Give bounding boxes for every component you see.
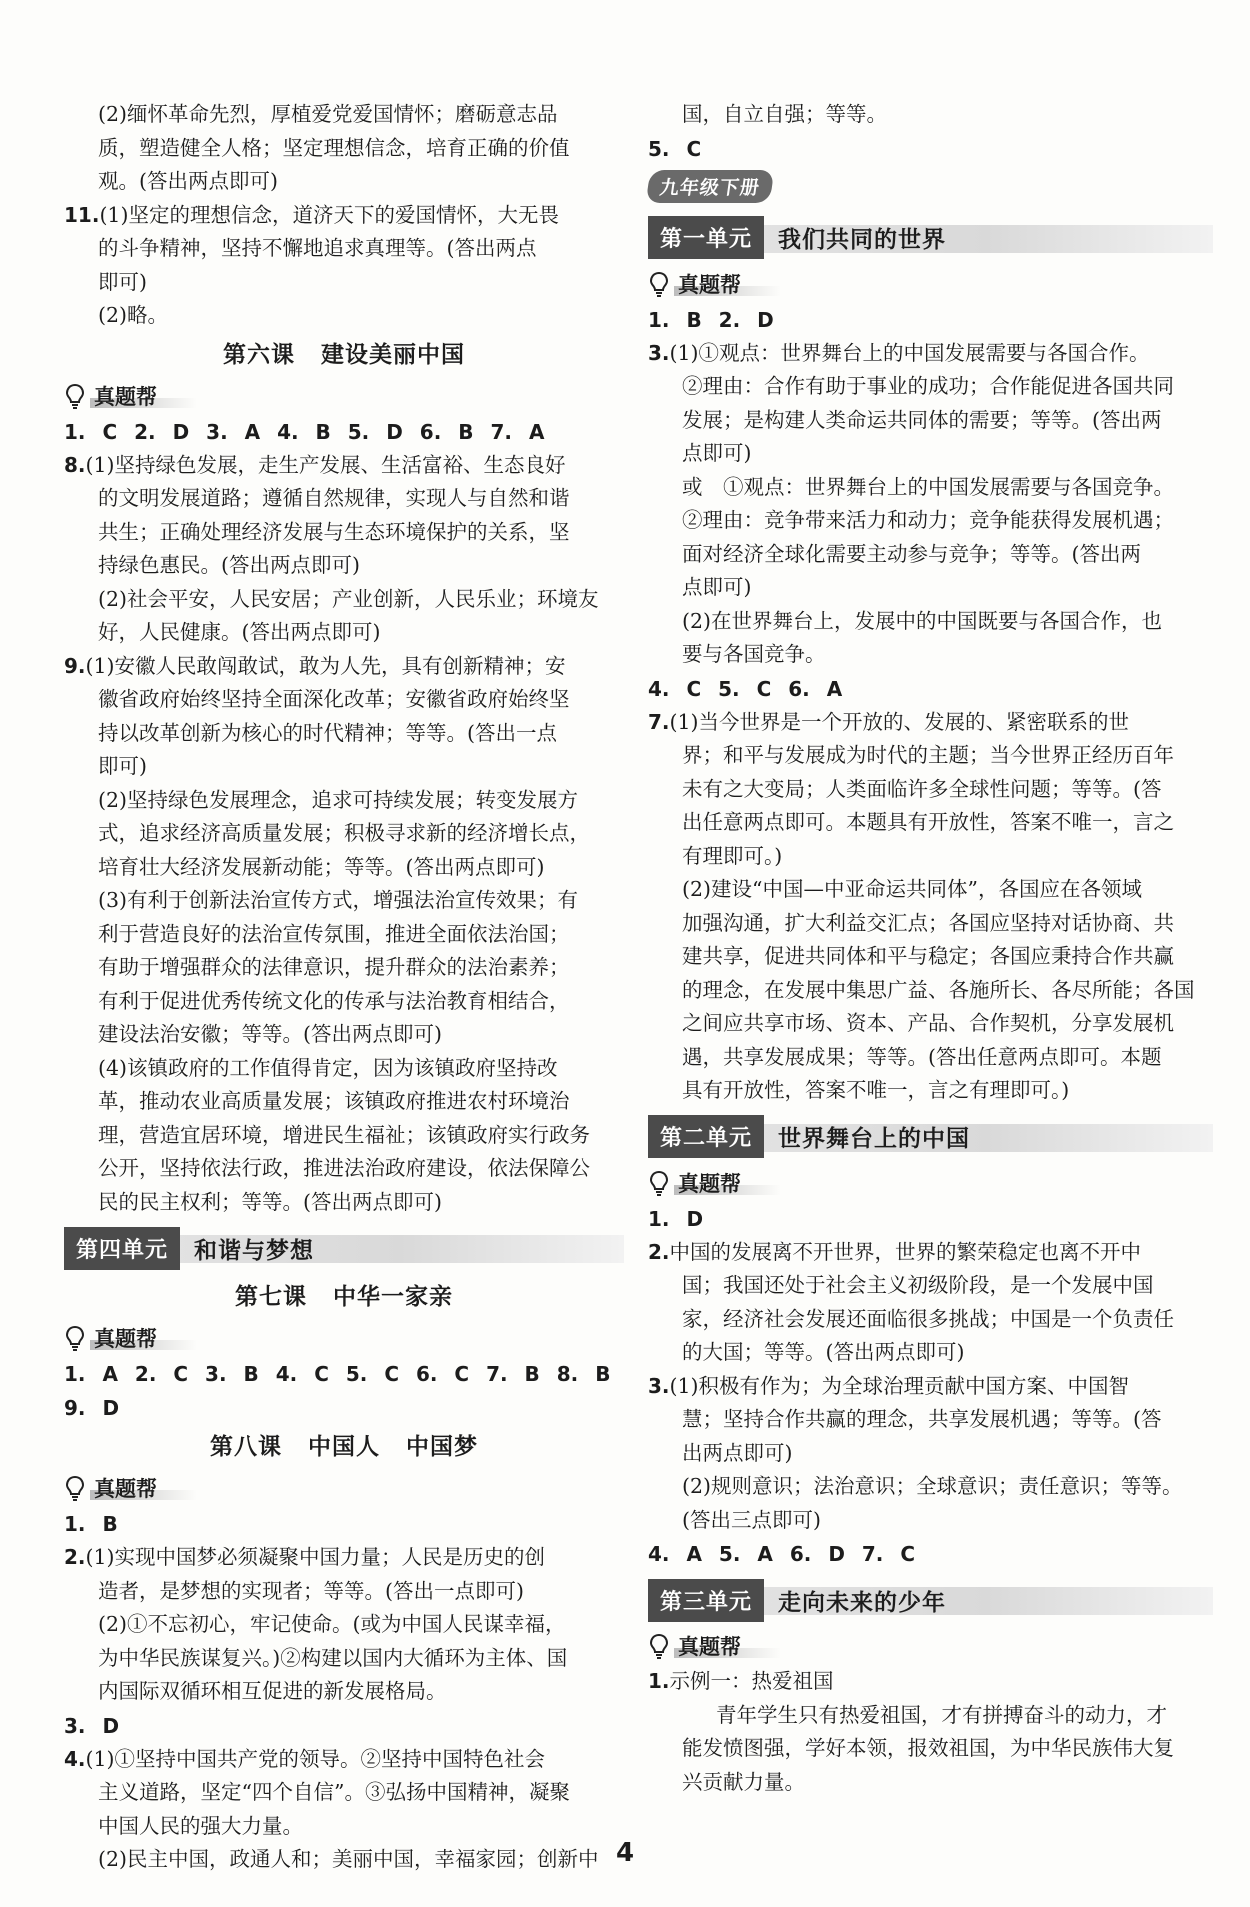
text-line: 遇，共享发展成果；等等。(答出任意两点即可。本题 bbox=[682, 1044, 1162, 1069]
help-section-header bbox=[648, 265, 1213, 303]
text-line: (2)在世界舞台上，发展中的中国既要与各国合作，也 bbox=[682, 608, 1163, 633]
answer-line: 1. B bbox=[64, 1512, 118, 1536]
text-line: 建共享，促进共同体和平与稳定；各国应秉持合作共赢 bbox=[682, 944, 1174, 968]
question-1 bbox=[648, 1665, 1213, 1699]
answer-line: 4. A 5. A 6. D 7. C bbox=[648, 1542, 916, 1566]
text-line: (2)缅怀革命先烈，厚植爱党爱国情怀；磨砺意志品 bbox=[98, 102, 558, 126]
text-line: 国；我国还处于社会主义初级阶段，是一个发展中国 bbox=[682, 1273, 1154, 1297]
question-11 bbox=[64, 199, 624, 233]
text-line: (1)①坚持中国共产党的领导。②坚持中国特色社会 bbox=[85, 1746, 546, 1771]
text-line: (2)规则意识；法治意识；全球意识；责任意识；等等。 bbox=[682, 1474, 1183, 1498]
text-line: 主义道路，坚定“四个自信”。③弘扬中国精神，凝聚 bbox=[98, 1780, 570, 1804]
text-line: 界；和平与发展成为时代的主题；当今世界正经历百年 bbox=[682, 743, 1174, 767]
text-line: 公开，坚持依法行政，推进法治政府建设，依法保障公 bbox=[98, 1156, 590, 1180]
text-line: 中国人民的强大力量。 bbox=[98, 1813, 303, 1838]
text-line: 的大国；等等。(答出两点即可) bbox=[682, 1340, 965, 1364]
text-line: 具有开放性，答案不唯一，言之有理即可。) bbox=[682, 1078, 1070, 1102]
text-line: 即可) bbox=[98, 269, 147, 294]
text-line: 的理念，在发展中集思广益、各施所长、各尽所能；各国 bbox=[682, 977, 1195, 1002]
text-line: (2)民主中国，政通人和；美丽中国，幸福家园；创新中 bbox=[98, 1847, 599, 1871]
unit-title: 世界舞台上的中国 bbox=[778, 1126, 971, 1152]
question-number: 7. bbox=[648, 709, 670, 734]
question-2 bbox=[64, 1541, 624, 1575]
text-line: 家，经济社会发展还面临很多挑战；中国是一个负责任 bbox=[682, 1306, 1174, 1331]
help-section-header bbox=[64, 1319, 624, 1357]
lightbulb-icon bbox=[648, 1633, 670, 1659]
text-line: 有利于促进优秀传统文化的传承与法治教育相结合， bbox=[98, 988, 570, 1013]
lightbulb-icon bbox=[648, 271, 670, 297]
text-line: 内国际双循环相互促进的新发展格局。 bbox=[98, 1679, 447, 1703]
text-line: 有理即可。) bbox=[682, 843, 783, 868]
text-line: 徽省政府始终坚持全面深化改革；安徽省政府始终坚 bbox=[98, 687, 570, 711]
text-line: 建设法治安徽；等等。(答出两点即可) bbox=[98, 1022, 442, 1046]
text-line: 培育壮大经济发展新动能；等等。(答出两点即可) bbox=[98, 854, 545, 879]
text-line: 理，营造宜居环境，增进民生福祉；该镇政府实行政务 bbox=[98, 1122, 590, 1147]
question-7 bbox=[648, 706, 1213, 740]
question-number: 2. bbox=[648, 1239, 670, 1264]
lesson-number: 第七课 bbox=[235, 1284, 307, 1310]
lightbulb-icon bbox=[64, 1475, 86, 1501]
text-line: 民的民主权利；等等。(答出两点即可) bbox=[98, 1189, 442, 1214]
text-line: 或 ①观点：世界舞台上的中国发展需要与各国竞争。 bbox=[682, 474, 1174, 499]
text-line: 中国的发展离不开世界，世界的繁荣稳定也离不开中 bbox=[669, 1239, 1142, 1264]
text-line: 的斗争精神，坚持不懈地追求真理等。(答出两点 bbox=[98, 236, 537, 260]
lesson-number: 第八课 bbox=[210, 1434, 282, 1460]
page-number: 4 bbox=[615, 1838, 635, 1868]
help-label: 真题帮 bbox=[92, 381, 167, 411]
unit-2-banner bbox=[648, 1114, 1213, 1160]
unit-tag: 第二单元 bbox=[648, 1115, 764, 1158]
text-line: (1)实现中国梦必须凝聚中国力量；人民是历史的创 bbox=[85, 1545, 546, 1569]
text-line: 能发愤图强，学好本领，报效祖国，为中华民族伟大复 bbox=[682, 1736, 1174, 1760]
right-column bbox=[648, 98, 1213, 1799]
question-3 bbox=[648, 1370, 1213, 1404]
text-line: 示例一：热爱祖国 bbox=[669, 1669, 834, 1693]
help-label: 真题帮 bbox=[92, 1473, 167, 1503]
question-2 bbox=[648, 1236, 1213, 1270]
text-line: 好，人民健康。(答出两点即可) bbox=[98, 620, 381, 644]
help-section-header bbox=[64, 377, 624, 415]
text-line: (2)社会平安，人民安居；产业创新，人民乐业；环境友 bbox=[98, 586, 599, 611]
question-number: 3. bbox=[648, 1373, 670, 1398]
text-line: ②理由：竞争带来活力和动力；竞争能获得发展机遇； bbox=[682, 508, 1174, 532]
text-line: 为中华民族谋复兴。)②构建以国内大循环为主体、国 bbox=[98, 1645, 568, 1670]
lesson-8-heading bbox=[64, 1425, 624, 1469]
question-number: 9. bbox=[64, 653, 86, 678]
answer-line: 1. D bbox=[648, 1206, 704, 1231]
unit-title: 走向未来的少年 bbox=[778, 1589, 947, 1616]
text-line: 加强沟通，扩大利益交汇点；各国应坚持对话协商、共 bbox=[682, 910, 1174, 935]
lesson-7-heading bbox=[64, 1275, 624, 1319]
question-number: 11. bbox=[64, 202, 100, 227]
question-9 bbox=[64, 650, 624, 684]
text-line: 造者，是梦想的实现者；等等。(答出一点即可) bbox=[98, 1578, 524, 1603]
text-line: 青年学生只有热爱祖国，才有拼搏奋斗的动力，才 bbox=[716, 1702, 1167, 1727]
help-label: 真题帮 bbox=[92, 1323, 167, 1353]
text-line: (1)当今世界是一个开放的、发展的、紧密联系的世 bbox=[669, 709, 1130, 734]
text-line: 式，追求经济高质量发展；积极寻求新的经济增长点， bbox=[98, 821, 590, 845]
grade-badge: 九年级下册 bbox=[646, 170, 775, 203]
text-line: 出两点即可) bbox=[682, 1440, 793, 1465]
question-number: 4. bbox=[64, 1746, 86, 1771]
text-line: 有助于增强群众的法律意识，提升群众的法治素养； bbox=[98, 955, 570, 979]
lesson-title: 中国人 bbox=[308, 1434, 380, 1460]
answer-line: 5. C bbox=[648, 136, 702, 161]
lightbulb-icon bbox=[64, 383, 86, 409]
help-section-header bbox=[648, 1627, 1213, 1665]
text-line: 未有之大变局；人类面临许多全球性问题；等等。(答 bbox=[682, 776, 1162, 801]
text-line: 持绿色惠民。(答出两点即可) bbox=[98, 553, 360, 577]
unit-4-banner bbox=[64, 1225, 624, 1271]
text-line: 之间应共享市场、资本、产品、合作契机，分享发展机 bbox=[682, 1011, 1174, 1035]
text-line: (1)①观点：世界舞台上的中国发展需要与各国合作。 bbox=[669, 340, 1150, 365]
text-line: (1)安徽人民敢闯敢试，敢为人先，具有创新精神；安 bbox=[85, 653, 566, 678]
text-line: 点即可) bbox=[682, 441, 752, 465]
text-line: (3)有利于创新法治宣传方式，增强法治宣传效果；有 bbox=[98, 888, 579, 912]
help-label: 真题帮 bbox=[676, 269, 751, 299]
question-8 bbox=[64, 449, 624, 483]
text-line: (1)积极有作为；为全球治理贡献中国方案、中国智 bbox=[669, 1373, 1130, 1398]
lightbulb-icon bbox=[64, 1325, 86, 1351]
answer-line: 1. C 2. D 3. A 4. B 5. D 6. B 7. A bbox=[64, 419, 545, 444]
unit-title: 和谐与梦想 bbox=[194, 1237, 315, 1264]
help-section-header bbox=[648, 1164, 1213, 1202]
text-line: 利于营造良好的法治宣传氛围，推进全面依法治国； bbox=[98, 921, 570, 946]
text-line: (1)坚定的理想信念，道济天下的爱国情怀，大无畏 bbox=[99, 202, 559, 227]
help-label: 真题帮 bbox=[676, 1631, 751, 1661]
lesson-title: 中国梦 bbox=[406, 1434, 478, 1460]
text-line: 质，塑造健全人格；坚定理想信念，培育正确的价值 bbox=[98, 135, 570, 160]
text-line: 面对经济全球化需要主动参与竞争；等等。(答出两 bbox=[682, 541, 1141, 566]
help-section-header bbox=[64, 1469, 624, 1507]
question-number: 1. bbox=[648, 1669, 670, 1693]
text-line: (1)坚持绿色发展，走生产发展、生活富裕、生态良好 bbox=[85, 452, 566, 477]
question-number: 8. bbox=[64, 452, 86, 477]
text-line: (2)①不忘初心，牢记使命。(或为中国人民谋幸福， bbox=[98, 1612, 566, 1636]
text-line: ②理由：合作有助于事业的成功；合作能促进各国共同 bbox=[682, 374, 1174, 398]
lesson-title: 建设美丽中国 bbox=[321, 341, 465, 368]
answer-line: 1. A 2. C 3. B 4. C 5. C 6. C 7. B 8. B 9. D bbox=[64, 1362, 611, 1420]
question-number: 2. bbox=[64, 1545, 86, 1569]
text-line: 兴贡献力量。 bbox=[682, 1769, 805, 1794]
unit-tag: 第一单元 bbox=[648, 216, 764, 259]
question-3 bbox=[648, 337, 1213, 371]
unit-1-banner bbox=[648, 215, 1213, 261]
text-line: 发展；是构建人类命运共同体的需要；等等。(答出两 bbox=[682, 407, 1162, 432]
unit-title: 我们共同的世界 bbox=[778, 227, 947, 253]
text-line: (2)建设“中国—中亚命运共同体”，各国应在各领域 bbox=[682, 877, 1142, 901]
answer-line: 4. C 5. C 6. A bbox=[648, 676, 843, 701]
text-line: 革，推动农业高质量发展；该镇政府推进农村环境治 bbox=[98, 1089, 570, 1113]
unit-tag: 第四单元 bbox=[64, 1227, 180, 1270]
text-line: 共生；正确处理经济发展与生态环境保护的关系，坚 bbox=[98, 519, 570, 544]
text-line: 点即可) bbox=[682, 575, 752, 599]
unit-tag: 第三单元 bbox=[648, 1579, 764, 1622]
left-column bbox=[64, 98, 624, 1877]
question-number: 3. bbox=[648, 340, 670, 365]
lightbulb-icon bbox=[648, 1170, 670, 1196]
text-line: 出任意两点即可。本题具有开放性，答案不唯一，言之 bbox=[682, 810, 1174, 834]
text-line: 观。(答出两点即可) bbox=[98, 169, 278, 193]
text-line: 持以改革创新为核心的时代精神；等等。(答出一点 bbox=[98, 720, 557, 745]
answer-line: 3. D bbox=[64, 1713, 120, 1738]
text-line: 要与各国竞争。 bbox=[682, 642, 826, 666]
text-line: 即可) bbox=[98, 754, 147, 778]
text-line: 的文明发展道路；遵循自然规律，实现人与自然和谐 bbox=[98, 486, 570, 510]
answer-line: 1. B 2. D bbox=[648, 307, 774, 332]
text-line: (2)略。 bbox=[98, 303, 169, 327]
unit-3-banner bbox=[648, 1577, 1213, 1623]
help-label: 真题帮 bbox=[676, 1168, 751, 1198]
text-line: 国，自立自强；等等。 bbox=[682, 102, 887, 126]
text-line: (2)坚持绿色发展理念，追求可持续发展；转变发展方 bbox=[98, 787, 579, 812]
lesson-6-heading bbox=[64, 333, 624, 377]
text-line: 慧；坚持合作共赢的理念，共享发展机遇；等等。(答 bbox=[682, 1407, 1162, 1431]
text-line: (4)该镇政府的工作值得肯定，因为该镇政府坚持改 bbox=[98, 1055, 558, 1080]
question-4 bbox=[64, 1743, 624, 1777]
text-line: (答出三点即可) bbox=[682, 1507, 821, 1532]
lesson-title: 中华一家亲 bbox=[333, 1284, 453, 1310]
lesson-number: 第六课 bbox=[223, 341, 295, 368]
